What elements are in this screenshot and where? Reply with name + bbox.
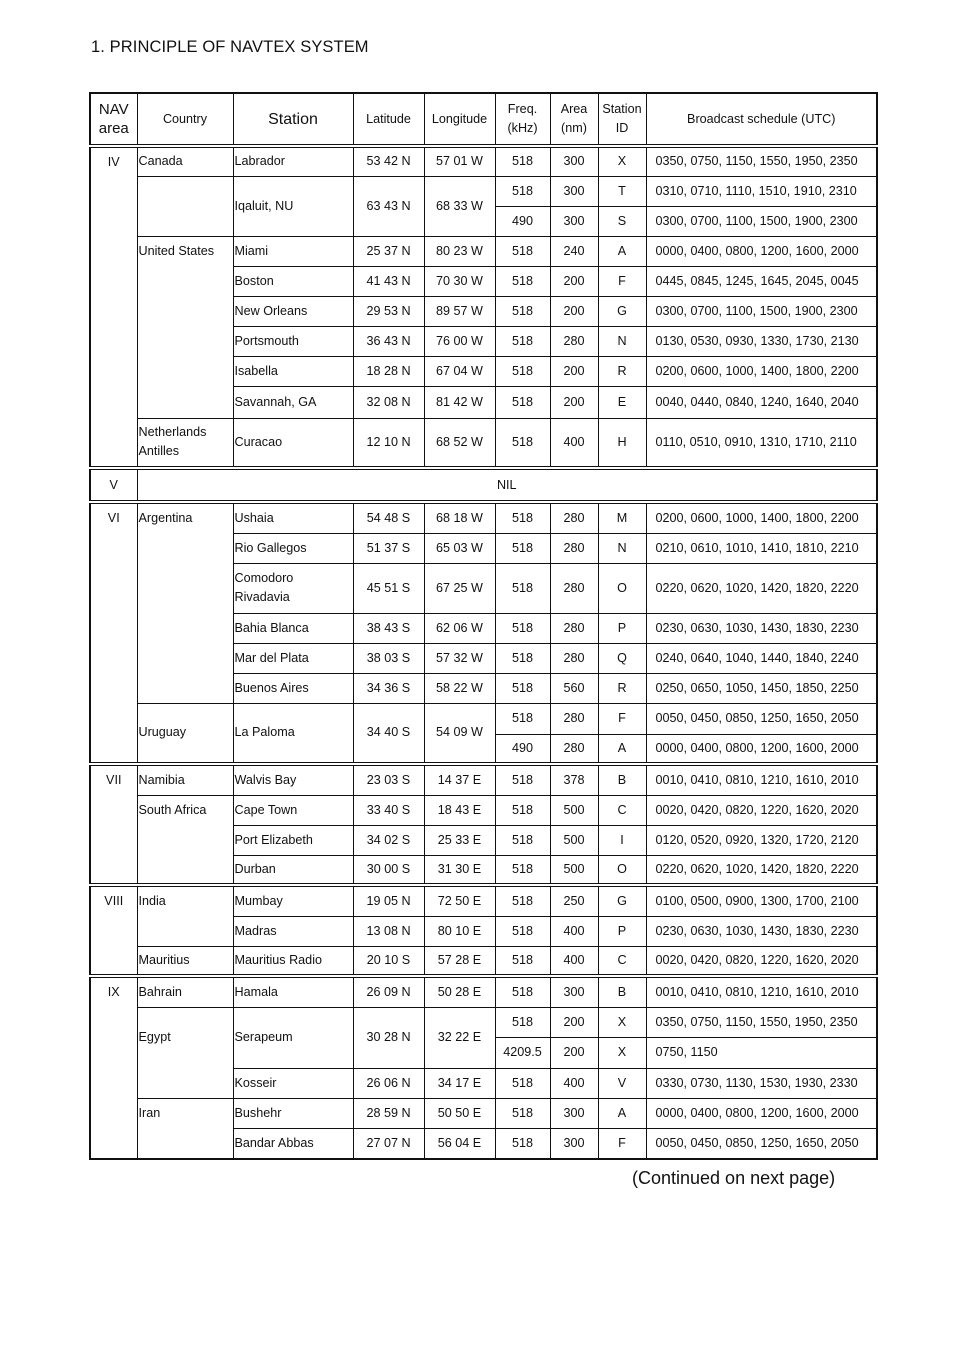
nav-area-cell: IV — [90, 146, 137, 468]
station-cell: Bushehr — [233, 1098, 353, 1128]
country-cell: Canada — [137, 146, 233, 176]
area-cell: 500 — [550, 825, 598, 855]
longitude-cell: 56 04 E — [424, 1128, 495, 1159]
schedule-cell: 0220, 0620, 1020, 1420, 1820, 2220 — [646, 855, 877, 885]
longitude-cell: 31 30 E — [424, 855, 495, 885]
longitude-cell: 57 01 W — [424, 146, 495, 176]
latitude-cell: 41 43 N — [353, 266, 424, 296]
area-cell: 280 — [550, 533, 598, 563]
nav-area-cell: VIII — [90, 885, 137, 976]
longitude-cell: 14 37 E — [424, 764, 495, 795]
station-id-cell: G — [598, 296, 646, 326]
station-cell: Comodoro Rivadavia — [233, 563, 353, 613]
freq-cell: 518 — [495, 976, 550, 1007]
area-cell: 280 — [550, 703, 598, 734]
schedule-cell: 0010, 0410, 0810, 1210, 1610, 2010 — [646, 764, 877, 795]
latitude-cell: 53 42 N — [353, 146, 424, 176]
freq-cell: 518 — [495, 1007, 550, 1037]
station-cell: Curacao — [233, 418, 353, 468]
area-cell: 200 — [550, 356, 598, 386]
latitude-cell: 34 36 S — [353, 673, 424, 703]
schedule-cell: 0000, 0400, 0800, 1200, 1600, 2000 — [646, 734, 877, 764]
area-cell: 280 — [550, 734, 598, 764]
latitude-cell: 26 09 N — [353, 976, 424, 1007]
freq-cell: 518 — [495, 885, 550, 916]
freq-cell: 518 — [495, 1098, 550, 1128]
table-row — [90, 795, 877, 825]
country-cell: Uruguay — [137, 703, 233, 764]
longitude-cell: 34 17 E — [424, 1068, 495, 1098]
area-cell: 280 — [550, 563, 598, 613]
station-cell: Rio Gallegos — [233, 533, 353, 563]
freq-cell: 518 — [495, 643, 550, 673]
station-id-cell: M — [598, 502, 646, 533]
latitude-cell: 13 08 N — [353, 916, 424, 946]
col-nav-area: NAV area — [90, 93, 137, 146]
col-area: Area (nm) — [550, 93, 598, 146]
station-id-cell: S — [598, 206, 646, 236]
nav-area-cell: VI — [90, 502, 137, 764]
station-id-cell: R — [598, 673, 646, 703]
latitude-cell: 30 28 N — [353, 1007, 424, 1068]
station-id-cell: A — [598, 1098, 646, 1128]
area-cell: 300 — [550, 146, 598, 176]
longitude-cell: 54 09 W — [424, 703, 495, 764]
col-latitude: Latitude — [353, 93, 424, 146]
area-cell: 400 — [550, 916, 598, 946]
latitude-cell: 38 03 S — [353, 643, 424, 673]
freq-cell: 518 — [495, 946, 550, 976]
longitude-cell: 57 32 W — [424, 643, 495, 673]
freq-cell: 518 — [495, 673, 550, 703]
area-cell: 400 — [550, 1068, 598, 1098]
longitude-cell: 67 25 W — [424, 563, 495, 613]
freq-cell: 518 — [495, 613, 550, 643]
longitude-cell: 25 33 E — [424, 825, 495, 855]
table-row — [90, 502, 877, 533]
area-cell: 500 — [550, 855, 598, 885]
schedule-cell: 0220, 0620, 1020, 1420, 1820, 2220 — [646, 563, 877, 613]
freq-cell: 518 — [495, 563, 550, 613]
schedule-cell: 0445, 0845, 1245, 1645, 2045, 0045 — [646, 266, 877, 296]
table-row — [90, 468, 877, 502]
station-id-cell: B — [598, 976, 646, 1007]
longitude-cell: 32 22 E — [424, 1007, 495, 1068]
area-cell: 300 — [550, 1128, 598, 1159]
station-id-cell: V — [598, 1068, 646, 1098]
latitude-cell: 27 07 N — [353, 1128, 424, 1159]
station-cell: Iqaluit, NU — [233, 176, 353, 236]
table-row — [90, 1007, 877, 1037]
schedule-cell: 0040, 0440, 0840, 1240, 1640, 2040 — [646, 386, 877, 418]
station-id-cell: I — [598, 825, 646, 855]
longitude-cell: 70 30 W — [424, 266, 495, 296]
station-cell: Miami — [233, 236, 353, 266]
freq-cell: 518 — [495, 855, 550, 885]
longitude-cell: 68 33 W — [424, 176, 495, 236]
station-id-cell: N — [598, 326, 646, 356]
longitude-cell: 72 50 E — [424, 885, 495, 916]
area-cell: 280 — [550, 613, 598, 643]
freq-cell: 4209.5 — [495, 1037, 550, 1068]
schedule-cell: 0350, 0750, 1150, 1550, 1950, 2350 — [646, 146, 877, 176]
latitude-cell: 34 40 S — [353, 703, 424, 764]
nav-area-cell: IX — [90, 976, 137, 1159]
station-id-cell: R — [598, 356, 646, 386]
country-cell: South Africa — [137, 795, 233, 885]
station-id-cell: N — [598, 533, 646, 563]
station-cell: Durban — [233, 855, 353, 885]
station-id-cell: F — [598, 266, 646, 296]
station-cell: Mar del Plata — [233, 643, 353, 673]
schedule-cell: 0050, 0450, 0850, 1250, 1650, 2050 — [646, 703, 877, 734]
schedule-cell: 0750, 1150 — [646, 1037, 877, 1068]
longitude-cell: 89 57 W — [424, 296, 495, 326]
nil-cell: NIL — [137, 468, 877, 502]
station-cell: Buenos Aires — [233, 673, 353, 703]
station-id-cell: O — [598, 855, 646, 885]
station-id-cell: A — [598, 236, 646, 266]
area-cell: 200 — [550, 1007, 598, 1037]
station-id-cell: X — [598, 1007, 646, 1037]
table-row — [90, 1098, 877, 1128]
station-cell: Serapeum — [233, 1007, 353, 1068]
area-cell: 560 — [550, 673, 598, 703]
table-row — [90, 236, 877, 266]
latitude-cell: 32 08 N — [353, 386, 424, 418]
station-cell: Labrador — [233, 146, 353, 176]
longitude-cell: 57 28 E — [424, 946, 495, 976]
area-cell: 300 — [550, 206, 598, 236]
area-cell: 400 — [550, 946, 598, 976]
schedule-cell: 0130, 0530, 0930, 1330, 1730, 2130 — [646, 326, 877, 356]
longitude-cell: 67 04 W — [424, 356, 495, 386]
longitude-cell: 58 22 W — [424, 673, 495, 703]
station-cell: Kosseir — [233, 1068, 353, 1098]
area-cell: 200 — [550, 1037, 598, 1068]
area-cell: 240 — [550, 236, 598, 266]
latitude-cell: 54 48 S — [353, 502, 424, 533]
longitude-cell: 80 23 W — [424, 236, 495, 266]
longitude-cell: 68 18 W — [424, 502, 495, 533]
longitude-cell: 76 00 W — [424, 326, 495, 356]
latitude-cell: 18 28 N — [353, 356, 424, 386]
station-cell: Hamala — [233, 976, 353, 1007]
latitude-cell: 63 43 N — [353, 176, 424, 236]
longitude-cell: 80 10 E — [424, 916, 495, 946]
area-cell: 250 — [550, 885, 598, 916]
table-row — [90, 176, 877, 206]
country-cell: Mauritius — [137, 946, 233, 976]
freq-cell: 518 — [495, 356, 550, 386]
longitude-cell: 81 42 W — [424, 386, 495, 418]
nav-area-cell: V — [90, 468, 137, 502]
station-id-cell: A — [598, 734, 646, 764]
col-station-id: Station ID — [598, 93, 646, 146]
schedule-cell: 0240, 0640, 1040, 1440, 1840, 2240 — [646, 643, 877, 673]
station-id-cell: H — [598, 418, 646, 468]
schedule-cell: 0020, 0420, 0820, 1220, 1620, 2020 — [646, 795, 877, 825]
col-longitude: Longitude — [424, 93, 495, 146]
freq-cell: 518 — [495, 326, 550, 356]
latitude-cell: 23 03 S — [353, 764, 424, 795]
table-row — [90, 146, 877, 176]
freq-cell: 518 — [495, 502, 550, 533]
latitude-cell: 36 43 N — [353, 326, 424, 356]
area-cell: 200 — [550, 266, 598, 296]
longitude-cell: 50 28 E — [424, 976, 495, 1007]
latitude-cell: 34 02 S — [353, 825, 424, 855]
station-id-cell: E — [598, 386, 646, 418]
station-id-cell: T — [598, 176, 646, 206]
latitude-cell: 45 51 S — [353, 563, 424, 613]
station-cell: New Orleans — [233, 296, 353, 326]
station-id-cell: P — [598, 916, 646, 946]
station-cell: Bahia Blanca — [233, 613, 353, 643]
freq-cell: 518 — [495, 266, 550, 296]
latitude-cell: 19 05 N — [353, 885, 424, 916]
table-row — [90, 418, 877, 468]
latitude-cell: 29 53 N — [353, 296, 424, 326]
station-cell: Savannah, GA — [233, 386, 353, 418]
country-cell: Argentina — [137, 502, 233, 703]
freq-cell: 518 — [495, 1128, 550, 1159]
station-cell: Ushaia — [233, 502, 353, 533]
schedule-cell: 0300, 0700, 1100, 1500, 1900, 2300 — [646, 296, 877, 326]
latitude-cell: 38 43 S — [353, 613, 424, 643]
schedule-cell: 0350, 0750, 1150, 1550, 1950, 2350 — [646, 1007, 877, 1037]
header-row — [90, 93, 877, 146]
station-id-cell: O — [598, 563, 646, 613]
area-cell: 200 — [550, 296, 598, 326]
station-cell: Mauritius Radio — [233, 946, 353, 976]
col-schedule: Broadcast schedule (UTC) — [646, 93, 877, 146]
schedule-cell: 0250, 0650, 1050, 1450, 1850, 2250 — [646, 673, 877, 703]
station-id-cell: G — [598, 885, 646, 916]
schedule-cell: 0020, 0420, 0820, 1220, 1620, 2020 — [646, 946, 877, 976]
page-heading: 1. PRINCIPLE OF NAVTEX SYSTEM — [91, 38, 369, 56]
country-cell: Egypt — [137, 1007, 233, 1098]
station-id-cell: X — [598, 146, 646, 176]
schedule-cell: 0120, 0520, 0920, 1320, 1720, 2120 — [646, 825, 877, 855]
schedule-cell: 0310, 0710, 1110, 1510, 1910, 2310 — [646, 176, 877, 206]
freq-cell: 518 — [495, 703, 550, 734]
area-cell: 300 — [550, 1098, 598, 1128]
station-id-cell: P — [598, 613, 646, 643]
country-cell — [137, 176, 233, 236]
longitude-cell: 50 50 E — [424, 1098, 495, 1128]
freq-cell: 518 — [495, 146, 550, 176]
station-id-cell: F — [598, 703, 646, 734]
col-station: Station — [233, 93, 353, 146]
station-cell: Boston — [233, 266, 353, 296]
freq-cell: 518 — [495, 825, 550, 855]
schedule-cell: 0330, 0730, 1130, 1530, 1930, 2330 — [646, 1068, 877, 1098]
freq-cell: 518 — [495, 386, 550, 418]
nav-area-cell: VII — [90, 764, 137, 885]
schedule-cell: 0110, 0510, 0910, 1310, 1710, 2110 — [646, 418, 877, 468]
freq-cell: 518 — [495, 1068, 550, 1098]
col-freq: Freq. (kHz) — [495, 93, 550, 146]
station-cell: Cape Town — [233, 795, 353, 825]
station-id-cell: Q — [598, 643, 646, 673]
area-cell: 280 — [550, 502, 598, 533]
station-cell: Portsmouth — [233, 326, 353, 356]
latitude-cell: 20 10 S — [353, 946, 424, 976]
latitude-cell: 51 37 S — [353, 533, 424, 563]
country-cell: India — [137, 885, 233, 946]
area-cell: 300 — [550, 976, 598, 1007]
freq-cell: 518 — [495, 533, 550, 563]
station-cell: La Paloma — [233, 703, 353, 764]
latitude-cell: 33 40 S — [353, 795, 424, 825]
latitude-cell: 30 00 S — [353, 855, 424, 885]
longitude-cell: 18 43 E — [424, 795, 495, 825]
schedule-cell: 0010, 0410, 0810, 1210, 1610, 2010 — [646, 976, 877, 1007]
area-cell: 300 — [550, 176, 598, 206]
freq-cell: 518 — [495, 296, 550, 326]
schedule-cell: 0000, 0400, 0800, 1200, 1600, 2000 — [646, 236, 877, 266]
schedule-cell: 0000, 0400, 0800, 1200, 1600, 2000 — [646, 1098, 877, 1128]
area-cell: 280 — [550, 643, 598, 673]
latitude-cell: 28 59 N — [353, 1098, 424, 1128]
latitude-cell: 26 06 N — [353, 1068, 424, 1098]
station-cell: Port Elizabeth — [233, 825, 353, 855]
latitude-cell: 12 10 N — [353, 418, 424, 468]
station-id-cell: F — [598, 1128, 646, 1159]
freq-cell: 518 — [495, 916, 550, 946]
station-cell: Bandar Abbas — [233, 1128, 353, 1159]
freq-cell: 518 — [495, 418, 550, 468]
longitude-cell: 65 03 W — [424, 533, 495, 563]
continued-note: (Continued on next page) — [632, 1168, 836, 1188]
table-row — [90, 976, 877, 1007]
station-id-cell: C — [598, 795, 646, 825]
col-country: Country — [137, 93, 233, 146]
country-cell: Namibia — [137, 764, 233, 795]
longitude-cell: 62 06 W — [424, 613, 495, 643]
latitude-cell: 25 37 N — [353, 236, 424, 266]
navtex-station-table — [89, 92, 878, 1160]
country-cell: United States — [137, 236, 233, 418]
schedule-cell: 0200, 0600, 1000, 1400, 1800, 2200 — [646, 356, 877, 386]
country-cell: Iran — [137, 1098, 233, 1159]
freq-cell: 518 — [495, 236, 550, 266]
schedule-cell: 0230, 0630, 1030, 1430, 1830, 2230 — [646, 916, 877, 946]
station-id-cell: B — [598, 764, 646, 795]
freq-cell: 518 — [495, 764, 550, 795]
country-cell: Bahrain — [137, 976, 233, 1007]
freq-cell: 490 — [495, 734, 550, 764]
table-row — [90, 946, 877, 976]
area-cell: 400 — [550, 418, 598, 468]
area-cell: 378 — [550, 764, 598, 795]
table-row — [90, 764, 877, 795]
schedule-cell: 0210, 0610, 1010, 1410, 1810, 2210 — [646, 533, 877, 563]
area-cell: 280 — [550, 326, 598, 356]
freq-cell: 518 — [495, 795, 550, 825]
schedule-cell: 0200, 0600, 1000, 1400, 1800, 2200 — [646, 502, 877, 533]
station-id-cell: C — [598, 946, 646, 976]
station-cell: Isabella — [233, 356, 353, 386]
freq-cell: 490 — [495, 206, 550, 236]
freq-cell: 518 — [495, 176, 550, 206]
station-cell: Walvis Bay — [233, 764, 353, 795]
schedule-cell: 0300, 0700, 1100, 1500, 1900, 2300 — [646, 206, 877, 236]
area-cell: 200 — [550, 386, 598, 418]
schedule-cell: 0050, 0450, 0850, 1250, 1650, 2050 — [646, 1128, 877, 1159]
station-cell: Mumbay — [233, 885, 353, 916]
country-cell: Netherlands Antilles — [137, 418, 233, 468]
schedule-cell: 0100, 0500, 0900, 1300, 1700, 2100 — [646, 885, 877, 916]
table-row — [90, 885, 877, 916]
schedule-cell: 0230, 0630, 1030, 1430, 1830, 2230 — [646, 613, 877, 643]
table-row — [90, 703, 877, 734]
longitude-cell: 68 52 W — [424, 418, 495, 468]
station-id-cell: X — [598, 1037, 646, 1068]
area-cell: 500 — [550, 795, 598, 825]
station-cell: Madras — [233, 916, 353, 946]
